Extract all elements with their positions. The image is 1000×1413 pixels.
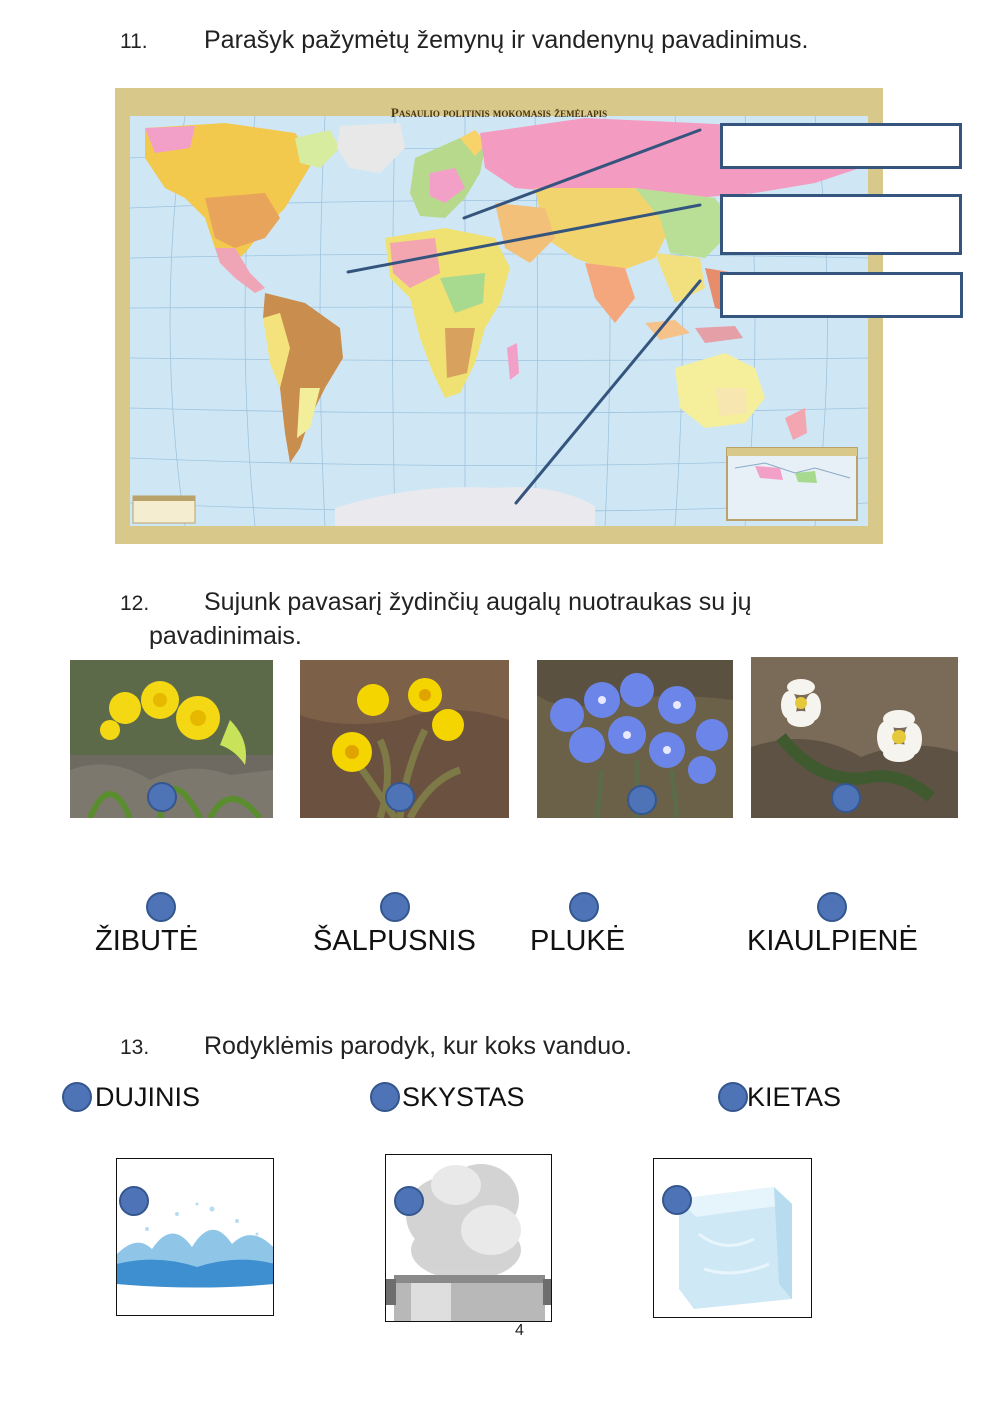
anemone-photo-dot[interactable]	[831, 783, 861, 813]
label-kietas: KIETAS	[747, 1082, 842, 1112]
answer-box-2[interactable]	[720, 194, 962, 255]
label-dot-zibute[interactable]	[146, 892, 176, 922]
hepatica-photo-dot[interactable]	[627, 785, 657, 815]
q11-number: 11.	[120, 30, 148, 53]
answer-box-1[interactable]	[720, 123, 962, 169]
page-number: 4	[515, 1322, 524, 1339]
dandelion-photo-dot[interactable]	[147, 782, 177, 812]
q12-instruction-line1: Sujunk pavasarį žydinčių augalų nuotraukas su jų	[204, 588, 752, 616]
state-dot-skystas[interactable]	[370, 1082, 400, 1112]
label-dujinis: DUJINIS	[95, 1082, 201, 1112]
coltsfoot-photo-dot[interactable]	[385, 782, 415, 812]
label-kiaulpiene: KIAULPIENĖ	[747, 925, 918, 957]
q13-number: 13.	[120, 1036, 150, 1059]
ice-cube-dot[interactable]	[662, 1185, 692, 1215]
label-skystas: SKYSTAS	[402, 1082, 525, 1112]
label-dot-salpusnis[interactable]	[380, 892, 410, 922]
ice-cube-picture	[653, 1158, 812, 1318]
state-dot-kietas[interactable]	[718, 1082, 748, 1112]
map-title: Pasaulio politinis mokomasis žemėlapis	[390, 105, 608, 120]
state-dot-dujinis[interactable]	[62, 1082, 92, 1112]
q11-instruction: Parašyk pažymėtų žemynų ir vandenynų pavadinimus.	[204, 26, 809, 54]
label-zibute: ŽIBUTĖ	[95, 925, 199, 957]
label-pluke: PLUKĖ	[530, 925, 626, 957]
label-salpusnis: ŠALPUSNIS	[313, 925, 476, 957]
water-splash-picture	[116, 1158, 274, 1316]
q12-number: 12.	[120, 592, 150, 615]
label-dot-kiaulpiene[interactable]	[817, 892, 847, 922]
water-splash-dot[interactable]	[119, 1186, 149, 1216]
label-dot-pluke[interactable]	[569, 892, 599, 922]
steam-pot-dot[interactable]	[394, 1186, 424, 1216]
q13-instruction: Rodyklėmis parodyk, kur koks vanduo.	[204, 1032, 632, 1060]
steam-pot-picture	[385, 1154, 552, 1322]
q12-instruction-line2: pavadinimais.	[149, 622, 302, 650]
answer-box-3[interactable]	[720, 272, 963, 318]
